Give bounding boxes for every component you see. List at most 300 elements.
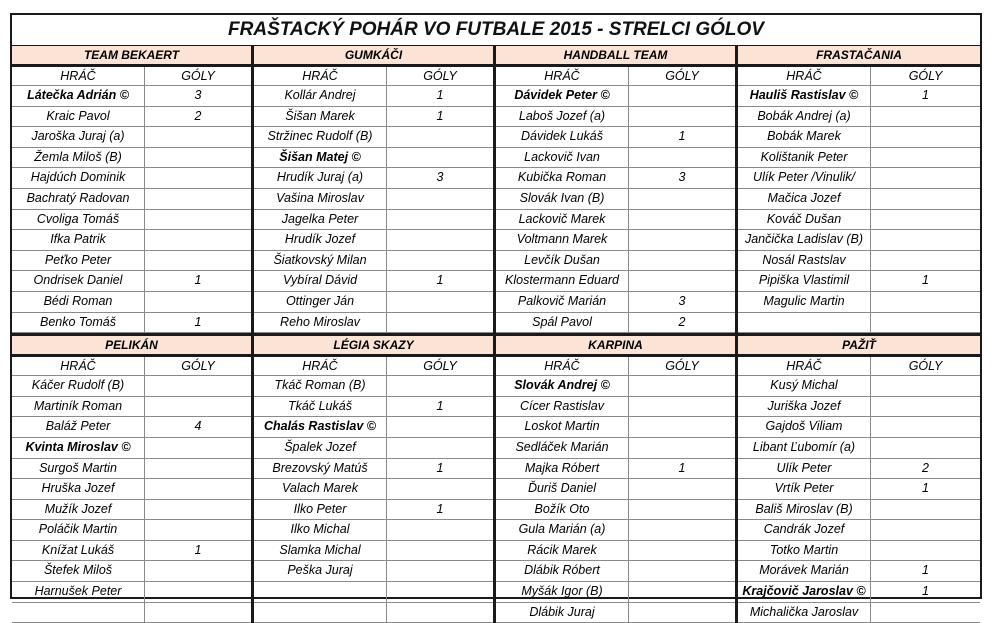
player-name: Štefek Miloš — [12, 561, 145, 581]
player-row — [12, 86, 251, 107]
player-name: Valach Marek — [254, 479, 387, 499]
player-goals — [387, 603, 493, 623]
player-row — [254, 459, 493, 480]
player-row — [738, 127, 980, 148]
player-goals — [387, 417, 493, 437]
player-row — [738, 271, 980, 292]
player-name: Bachratý Radovan — [12, 189, 145, 209]
column-header-row — [496, 357, 735, 376]
player-row — [738, 438, 980, 459]
player-row — [496, 210, 735, 231]
team-column — [254, 336, 496, 623]
player-name: Dlábik Róbert — [496, 561, 629, 581]
player-row — [738, 603, 980, 623]
player-row — [254, 438, 493, 459]
player-goals — [145, 397, 251, 417]
team-block — [12, 336, 980, 623]
player-name — [738, 313, 871, 333]
player-name: Ifka Patrik — [12, 230, 145, 250]
column-header-row — [254, 67, 493, 86]
player-name: Benko Tomáš — [12, 313, 145, 333]
player-row — [254, 500, 493, 521]
player-goals — [629, 603, 735, 623]
player-name: Rácik Marek — [496, 541, 629, 561]
team-name: PELIKÁN — [12, 336, 251, 357]
player-row — [254, 292, 493, 313]
player-name: Ďuriš Daniel — [496, 479, 629, 499]
player-row — [12, 271, 251, 292]
player-name: Peška Juraj — [254, 561, 387, 581]
player-name: Bališ Miroslav (B) — [738, 500, 871, 520]
player-goals — [387, 561, 493, 581]
goals-column-header: GÓLY — [181, 69, 215, 83]
player-goals: 1 — [194, 314, 202, 329]
player-row — [738, 500, 980, 521]
player-row — [738, 148, 980, 169]
player-name: Bédi Roman — [12, 292, 145, 312]
player-goals — [145, 500, 251, 520]
player-name: Tkáč Roman (B) — [254, 376, 387, 396]
player-name: Ulík Peter /Vinulik/ — [738, 168, 871, 188]
player-goals — [145, 230, 251, 250]
player-name: Tkáč Lukáš — [254, 397, 387, 417]
player-name: Martiník Roman — [12, 397, 145, 417]
player-goals — [387, 479, 493, 499]
player-row — [254, 479, 493, 500]
player-name: Cvoliga Tomáš — [12, 210, 145, 230]
player-goals: 2 — [194, 108, 202, 123]
player-name: Michalička Jaroslav — [738, 603, 871, 623]
player-name: Gula Marián (a) — [496, 520, 629, 540]
player-goals — [145, 168, 251, 188]
player-row — [738, 86, 980, 107]
player-name: Hrudík Juraj (a) — [254, 168, 387, 188]
player-goals — [871, 127, 980, 147]
player-goals — [871, 168, 980, 188]
player-row — [254, 86, 493, 107]
player-row — [496, 417, 735, 438]
player-name: Palkovič Marián — [496, 292, 629, 312]
player-row — [12, 417, 251, 438]
player-name: Šišan Marek — [254, 107, 387, 127]
team-name: GUMKÁČI — [254, 46, 493, 67]
player-goals — [871, 438, 980, 458]
player-goals — [387, 438, 493, 458]
player-goals — [145, 189, 251, 209]
player-name: Klostermann Eduard — [496, 271, 629, 291]
player-row — [496, 189, 735, 210]
player-goals — [629, 230, 735, 250]
player-row — [496, 479, 735, 500]
player-row — [254, 561, 493, 582]
player-row — [254, 376, 493, 397]
player-goals — [629, 107, 735, 127]
player-name: Kollár Andrej — [254, 86, 387, 106]
player-goals — [387, 189, 493, 209]
player-row — [12, 459, 251, 480]
player-name: Vašina Miroslav — [254, 189, 387, 209]
player-goals — [629, 189, 735, 209]
player-row — [12, 479, 251, 500]
player-row — [496, 500, 735, 521]
player-name: Kvinta Miroslav © — [12, 438, 145, 458]
player-goals — [629, 251, 735, 271]
player-name: Žemla Miloš (B) — [12, 148, 145, 168]
player-row — [738, 520, 980, 541]
player-goals — [871, 148, 980, 168]
player-goals — [387, 541, 493, 561]
player-goals — [145, 438, 251, 458]
team-name: TEAM BEKAERT — [12, 46, 251, 67]
player-goals: 1 — [436, 273, 444, 288]
player-name: Magulic Martin — [738, 292, 871, 312]
player-row — [496, 292, 735, 313]
player-row — [12, 168, 251, 189]
player-goals — [871, 376, 980, 396]
player-name: Lackovič Marek — [496, 210, 629, 230]
player-row — [738, 230, 980, 251]
player-name: Kraic Pavol — [12, 107, 145, 127]
player-row — [254, 603, 493, 623]
player-goals — [871, 189, 980, 209]
column-header-row — [738, 357, 980, 376]
player-goals — [871, 417, 980, 437]
player-row — [496, 541, 735, 562]
player-name — [254, 582, 387, 602]
player-name: Reho Miroslav — [254, 313, 387, 333]
player-goals — [629, 582, 735, 602]
goals-column-header: GÓLY — [423, 69, 457, 83]
player-goals — [387, 148, 493, 168]
player-row — [738, 376, 980, 397]
player-goals — [387, 230, 493, 250]
player-name: Ulík Peter — [738, 459, 871, 479]
player-row — [12, 292, 251, 313]
player-goals — [145, 603, 251, 623]
player-goals: 1 — [436, 398, 444, 413]
player-row — [496, 603, 735, 623]
player-name: Ottinger Ján — [254, 292, 387, 312]
player-row — [254, 230, 493, 251]
team-name: HANDBALL TEAM — [496, 46, 735, 67]
player-row — [12, 603, 251, 623]
player-goals — [145, 561, 251, 581]
player-goals — [871, 251, 980, 271]
player-goals — [629, 541, 735, 561]
player-row — [738, 251, 980, 272]
player-row — [496, 271, 735, 292]
player-name: Jančička Ladislav (B) — [738, 230, 871, 250]
player-column-header: HRÁČ — [496, 67, 629, 85]
player-row — [254, 127, 493, 148]
team-name: LÉGIA SKAZY — [254, 336, 493, 357]
player-goals — [387, 210, 493, 230]
column-header-row — [12, 67, 251, 86]
player-goals — [629, 397, 735, 417]
team-name: PAŽIŤ — [738, 336, 980, 357]
player-column-header: HRÁČ — [738, 357, 871, 375]
player-goals — [871, 230, 980, 250]
player-name: Levčík Dušan — [496, 251, 629, 271]
player-name: Pipiška Vlastimil — [738, 271, 871, 291]
player-name — [254, 603, 387, 623]
player-goals: 1 — [678, 460, 686, 475]
team-column — [738, 46, 980, 333]
player-name: Sedláček Marián — [496, 438, 629, 458]
team-column — [496, 46, 738, 333]
player-goals: 1 — [922, 481, 929, 496]
player-row — [496, 561, 735, 582]
player-row — [496, 438, 735, 459]
player-goals — [145, 251, 251, 271]
player-column-header: HRÁČ — [738, 67, 871, 85]
player-row — [496, 148, 735, 169]
player-name: Morávek Marián — [738, 561, 871, 581]
player-name: Ondrisek Daniel — [12, 271, 145, 291]
player-goals — [871, 292, 980, 312]
table-title: FRAŠTACKÝ POHÁR VO FUTBALE 2015 - STRELCI GÓLOV — [12, 15, 980, 46]
player-row — [738, 479, 980, 500]
goals-column-header: GÓLY — [665, 69, 699, 83]
player-row — [254, 168, 493, 189]
player-row — [254, 313, 493, 334]
player-name: Bobák Andrej (a) — [738, 107, 871, 127]
player-name: Hrudík Jozef — [254, 230, 387, 250]
goals-column-header: GÓLY — [181, 359, 215, 374]
player-name: Brezovský Matúš — [254, 459, 387, 479]
player-goals: 1 — [194, 542, 202, 557]
player-goals — [871, 500, 980, 520]
player-row — [254, 582, 493, 603]
player-name: Bobák Marek — [738, 127, 871, 147]
player-row — [496, 459, 735, 480]
player-goals — [387, 313, 493, 333]
player-goals — [871, 603, 980, 623]
player-goals — [145, 127, 251, 147]
player-goals: 1 — [436, 460, 444, 475]
player-row — [12, 438, 251, 459]
player-name: Mačica Jozef — [738, 189, 871, 209]
player-goals — [871, 541, 980, 561]
player-goals — [629, 210, 735, 230]
player-row — [12, 251, 251, 272]
player-column-header: HRÁČ — [12, 357, 145, 375]
player-goals — [387, 520, 493, 540]
player-name: Slamka Michal — [254, 541, 387, 561]
player-goals: 2 — [678, 314, 686, 329]
team-column — [738, 336, 980, 623]
player-goals — [387, 127, 493, 147]
player-name: Kubička Roman — [496, 168, 629, 188]
player-row — [496, 376, 735, 397]
player-row — [254, 271, 493, 292]
player-name: Hajdúch Dominik — [12, 168, 145, 188]
player-row — [738, 107, 980, 128]
team-block — [12, 46, 980, 333]
player-name: Myšák Igor (B) — [496, 582, 629, 602]
player-goals — [629, 500, 735, 520]
team-name: FRASTAČANIA — [738, 46, 980, 67]
player-goals: 1 — [922, 88, 929, 102]
player-row — [738, 292, 980, 313]
player-row — [12, 500, 251, 521]
player-name: Kováč Dušan — [738, 210, 871, 230]
player-name: Harnušek Peter — [12, 582, 145, 602]
player-name: Stržinec Rudolf (B) — [254, 127, 387, 147]
player-row — [12, 127, 251, 148]
player-name: Šiatkovský Milan — [254, 251, 387, 271]
player-goals — [629, 376, 735, 396]
player-row — [12, 561, 251, 582]
player-goals — [145, 479, 251, 499]
player-goals — [145, 582, 251, 602]
player-goals — [629, 86, 735, 106]
player-name: Candrák Jozef — [738, 520, 871, 540]
player-goals — [629, 561, 735, 581]
player-goals: 1 — [922, 563, 929, 578]
player-goals — [629, 271, 735, 291]
player-name: Božík Oto — [496, 500, 629, 520]
player-name: Spál Pavol — [496, 313, 629, 333]
player-row — [738, 582, 980, 603]
player-row — [12, 313, 251, 334]
player-row — [12, 397, 251, 418]
player-goals: 4 — [194, 419, 202, 434]
player-row — [12, 210, 251, 231]
player-name: Nosál Rastslav — [738, 251, 871, 271]
player-row — [738, 168, 980, 189]
player-column-header: HRÁČ — [12, 67, 145, 85]
player-row — [738, 561, 980, 582]
player-row — [12, 541, 251, 562]
player-name: Kusý Michal — [738, 376, 871, 396]
player-name: Knížat Lukáš — [12, 541, 145, 561]
player-name: Dlábik Juraj — [496, 603, 629, 623]
player-row — [496, 582, 735, 603]
team-name: KARPINA — [496, 336, 735, 357]
player-name: Mužík Jozef — [12, 500, 145, 520]
player-row — [738, 459, 980, 480]
player-name: Majka Róbert — [496, 459, 629, 479]
player-goals — [387, 251, 493, 271]
player-goals: 3 — [436, 170, 444, 185]
player-row — [12, 230, 251, 251]
team-column — [12, 336, 254, 623]
player-name: Juriška Jozef — [738, 397, 871, 417]
player-goals: 1 — [436, 501, 444, 516]
player-row — [496, 251, 735, 272]
player-name: Laboš Jozef (a) — [496, 107, 629, 127]
goals-column-header: GÓLY — [908, 69, 943, 83]
player-name: Slovák Andrej © — [496, 376, 629, 396]
player-row — [254, 148, 493, 169]
player-name — [12, 603, 145, 623]
column-header-row — [254, 357, 493, 376]
player-row — [738, 541, 980, 562]
player-goals — [629, 417, 735, 437]
player-row — [496, 520, 735, 541]
player-name: Totko Martin — [738, 541, 871, 561]
player-goals: 2 — [922, 460, 929, 475]
player-row — [496, 86, 735, 107]
player-goals — [387, 376, 493, 396]
player-name: Krajčovič Jaroslav © — [738, 582, 871, 602]
player-goals — [629, 438, 735, 458]
player-name: Šišan Matej © — [254, 148, 387, 168]
player-name: Dávidek Lukáš — [496, 127, 629, 147]
player-name: Vybíral Dávid — [254, 271, 387, 291]
player-goals — [145, 459, 251, 479]
player-goals — [871, 107, 980, 127]
player-name: Látečka Adrián © — [12, 86, 145, 106]
goals-column-header: GÓLY — [665, 359, 699, 374]
player-name: Vrtík Peter — [738, 479, 871, 499]
player-goals — [871, 397, 980, 417]
player-row — [254, 520, 493, 541]
player-goals — [871, 520, 980, 540]
player-goals: 3 — [678, 170, 686, 185]
player-row — [12, 376, 251, 397]
player-row — [254, 189, 493, 210]
player-row — [738, 397, 980, 418]
goals-column-header: GÓLY — [423, 359, 457, 374]
player-name: Dávidek Peter © — [496, 86, 629, 106]
player-row — [738, 210, 980, 231]
player-row — [496, 127, 735, 148]
player-row — [496, 168, 735, 189]
player-row — [12, 582, 251, 603]
player-column-header: HRÁČ — [496, 357, 629, 375]
team-column — [254, 46, 496, 333]
player-goals — [145, 292, 251, 312]
player-name: Baláž Peter — [12, 417, 145, 437]
player-goals: 1 — [922, 273, 929, 288]
scorers-table — [10, 13, 982, 619]
player-goals: 1 — [922, 584, 929, 599]
player-name: Libant Ľubomír (a) — [738, 438, 871, 458]
player-name: Jaroška Juraj (a) — [12, 127, 145, 147]
team-column — [496, 336, 738, 623]
player-row — [496, 397, 735, 418]
player-row — [254, 210, 493, 231]
player-row — [254, 397, 493, 418]
player-row — [12, 189, 251, 210]
player-row — [254, 107, 493, 128]
player-name: Peťko Peter — [12, 251, 145, 271]
player-row — [12, 148, 251, 169]
player-row — [738, 189, 980, 210]
player-name: Gajdoš Viliam — [738, 417, 871, 437]
player-name: Loskot Martin — [496, 417, 629, 437]
player-name: Slovák Ivan (B) — [496, 189, 629, 209]
player-goals — [629, 148, 735, 168]
player-name: Cícer Rastislav — [496, 397, 629, 417]
team-column — [12, 46, 254, 333]
player-row — [496, 230, 735, 251]
player-name: Kolištanik Peter — [738, 148, 871, 168]
column-header-row — [738, 67, 980, 86]
player-name: Ilko Peter — [254, 500, 387, 520]
column-header-row — [12, 357, 251, 376]
player-goals — [871, 313, 980, 333]
player-goals: 3 — [678, 293, 686, 308]
player-row — [12, 107, 251, 128]
player-goals — [871, 210, 980, 230]
player-row — [738, 417, 980, 438]
player-name: Hruška Jozef — [12, 479, 145, 499]
player-goals: 1 — [678, 129, 686, 144]
player-goals — [145, 210, 251, 230]
